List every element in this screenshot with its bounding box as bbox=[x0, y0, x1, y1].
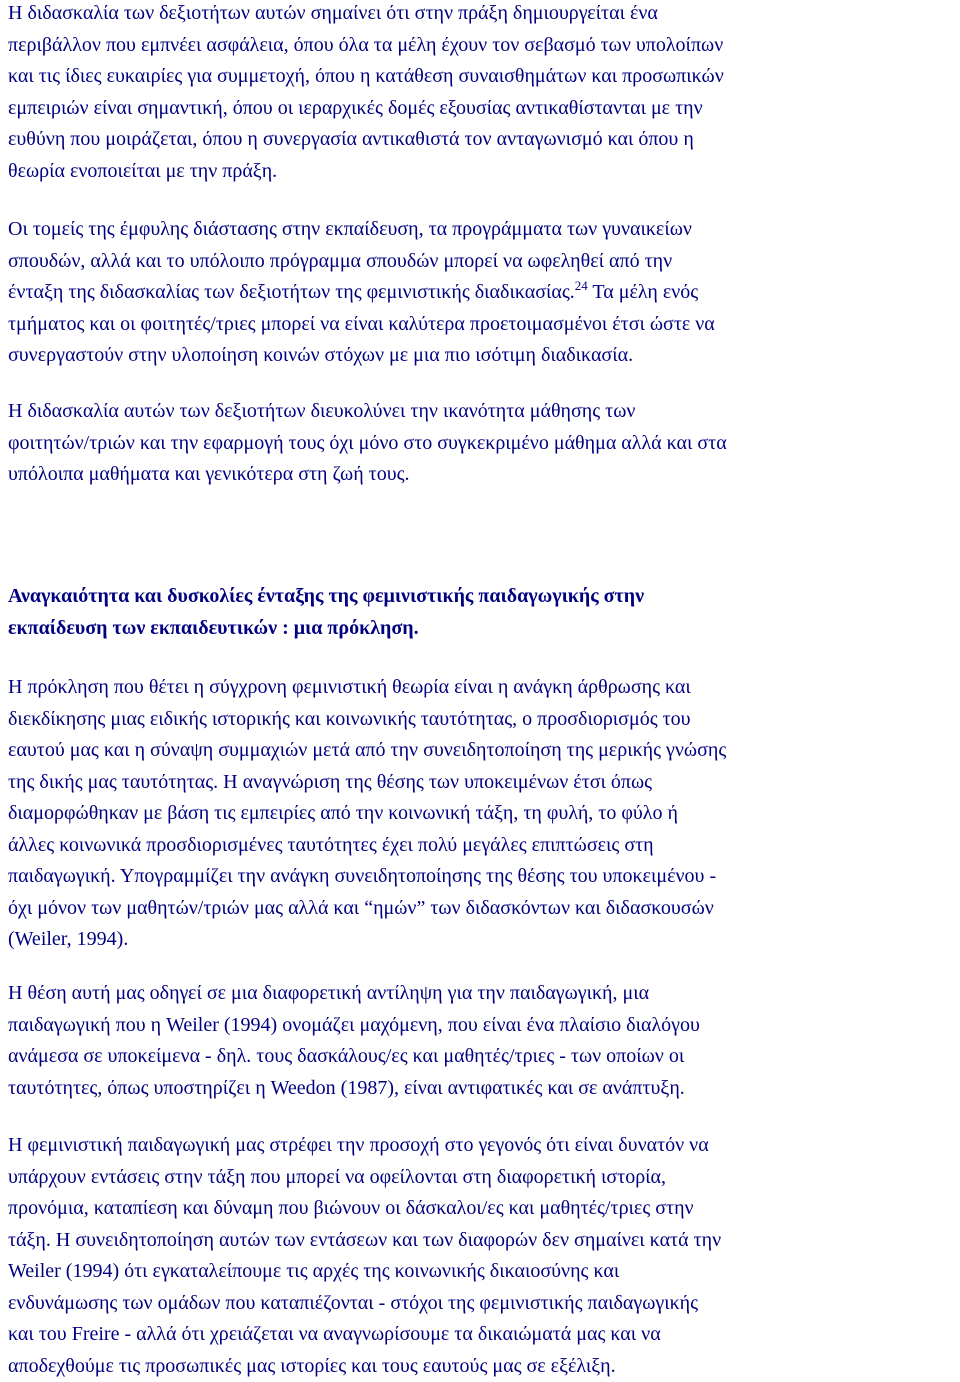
text-line: άλλες κοινωνικά προσδιορισμένες ταυτότητες έχει πολύ μεγάλες επιπτώσεις στη bbox=[8, 830, 726, 862]
heading-line: εκπαίδευση των εκπαιδευτικών : μια πρόκληση. bbox=[8, 613, 644, 645]
text-line: Η φεμινιστική παιδαγωγική μας στρέφει την προσοχή στο γεγονός ότι είναι δυνατόν να bbox=[8, 1130, 721, 1162]
text-line: διαμορφώθηκαν με βάση τις εμπειρίες από την κοινωνική τάξη, τη φυλή, το φύλο ή bbox=[8, 798, 726, 830]
paragraph-5 bbox=[8, 978, 700, 1104]
text-line: εμπειριών είναι σημαντική, όπου οι ιεραρχικές δομές εξουσίας αντικαθίστανται με την bbox=[8, 93, 724, 125]
paragraph-4 bbox=[8, 672, 726, 956]
text-line: Weiler (1994) ότι εγκαταλείπουμε τις αρχές της κοινωνικής δικαιοσύνης και bbox=[8, 1256, 721, 1288]
text-line: ανάμεσα σε υποκείμενα - δηλ. τους δασκάλους/ες και μαθητές/τριες - των οποίων οι bbox=[8, 1041, 700, 1073]
paragraph-2 bbox=[8, 214, 715, 372]
paragraph-3 bbox=[8, 396, 727, 491]
paragraph-6 bbox=[8, 1130, 721, 1382]
text-line: Η πρόκληση που θέτει η σύγχρονη φεμινιστική θεωρία είναι η ανάγκη άρθρωσης και bbox=[8, 672, 726, 704]
text-line: τμήματος και οι φοιτητές/τριες μπορεί να είναι καλύτερα προετοιμασμένοι έτσι ώστε να bbox=[8, 309, 715, 341]
text-line: υπόλοιπα μαθήματα και γενικότερα στη ζωή τους. bbox=[8, 459, 727, 491]
text-line: παιδαγωγική που η Weiler (1994) ονομάζει μαχόμενη, που είναι ένα πλαίσιο διαλόγου bbox=[8, 1010, 700, 1042]
text-line: ενδυνάμωσης των ομάδων που καταπιέζονται - στόχοι της φεμινιστικής παιδαγωγικής bbox=[8, 1288, 721, 1320]
text-line: περιβάλλον που εμπνέει ασφάλεια, όπου όλα τα μέλη έχουν τον σεβασμό των υπολοίπων bbox=[8, 30, 724, 62]
text-line: προνόμια, καταπίεση και δύναμη που βιώνουν οι δάσκαλοι/ες και μαθητές/τριες στην bbox=[8, 1193, 721, 1225]
text-line: τάξη. Η συνειδητοποίηση αυτών των εντάσεων και των διαφορών δεν σημαίνει κατά την bbox=[8, 1225, 721, 1257]
text-line: αποδεχθούμε τις προσωπικές μας ιστορίες και τους εαυτούς μας σε εξέλιξη. bbox=[8, 1351, 721, 1382]
text-line: Η διδασκαλία των δεξιοτήτων αυτών σημαίνει ότι στην πράξη δημιουργείται ένα bbox=[8, 0, 724, 30]
footnote-reference: 24 bbox=[575, 278, 588, 293]
text-line: θεωρία ενοποιείται με την πράξη. bbox=[8, 156, 724, 188]
text-line: παιδαγωγική. Υπογραμμίζει την ανάγκη συνειδητοποίησης της θέσης του υποκειμένου - bbox=[8, 861, 726, 893]
footnote-line-continuation: Τα μέλη ενός bbox=[588, 281, 698, 303]
text-line: συνεργαστούν στην υλοποίηση κοινών στόχων με μια πιο ισότιμη διαδικασία. bbox=[8, 340, 715, 372]
text-line: διεκδίκησης μιας ειδικής ιστορικής και κοινωνικής ταυτότητας, ο προσδιορισμός του bbox=[8, 704, 726, 736]
text-line: Οι τομείς της έμφυλης διάστασης στην εκπαίδευση, τα προγράμματα των γυναικείων bbox=[8, 214, 715, 246]
text-line: ευθύνη που μοιράζεται, όπου η συνεργασία αντικαθιστά τον ανταγωνισμό και όπου η bbox=[8, 124, 724, 156]
section-heading bbox=[8, 581, 644, 644]
heading-line: Αναγκαιότητα και δυσκολίες ένταξης της φεμινιστικής παιδαγωγικής στην bbox=[8, 581, 644, 613]
text-line: όχι μόνον των μαθητών/τριών μας αλλά και “ημών” των διδασκόντων και διδασκουσών bbox=[8, 893, 726, 925]
text-line: και τις ίδιες ευκαιρίες για συμμετοχή, όπου η κατάθεση συναισθημάτων και προσωπικών bbox=[8, 61, 724, 93]
text-line: Η θέση αυτή μας οδηγεί σε μια διαφορετική αντίληψη για την παιδαγωγική, μια bbox=[8, 978, 700, 1010]
text-line: (Weiler, 1994). bbox=[8, 924, 726, 956]
text-line: εαυτού μας και η σύναψη συμμαχιών μετά από την συνειδητοποίηση της μερικής γνώσης bbox=[8, 735, 726, 767]
text-line: φοιτητών/τριών και την εφαρμογή τους όχι μόνο στο συγκεκριμένο μάθημα αλλά και στα bbox=[8, 428, 727, 460]
text-line: ταυτότητες, όπως υποστηρίζει η Weedon (1987), είναι αντιφατικές και σε ανάπτυξη. bbox=[8, 1073, 700, 1105]
text-line: Η διδασκαλία αυτών των δεξιοτήτων διευκολύνει την ικανότητα μάθησης των bbox=[8, 396, 727, 428]
text-line: υπάρχουν εντάσεις στην τάξη που μπορεί να οφείλονται στη διαφορετική ιστορία, bbox=[8, 1162, 721, 1194]
text-line-with-footnote bbox=[8, 277, 715, 309]
footnote-line-text: ένταξη της διδασκαλίας των δεξιοτήτων της φεμινιστικής διαδικασίας. bbox=[8, 281, 575, 303]
text-line: σπουδών, αλλά και το υπόλοιπο πρόγραμμα σπουδών μπορεί να ωφεληθεί από την bbox=[8, 246, 715, 278]
text-line: της δικής μας ταυτότητας. Η αναγνώριση της θέσης των υποκειμένων έτσι όπως bbox=[8, 767, 726, 799]
text-line: και του Freire - αλλά ότι χρειάζεται να αναγνωρίσουμε τα δικαιώματά μας και να bbox=[8, 1319, 721, 1351]
paragraph-1 bbox=[8, 0, 724, 187]
